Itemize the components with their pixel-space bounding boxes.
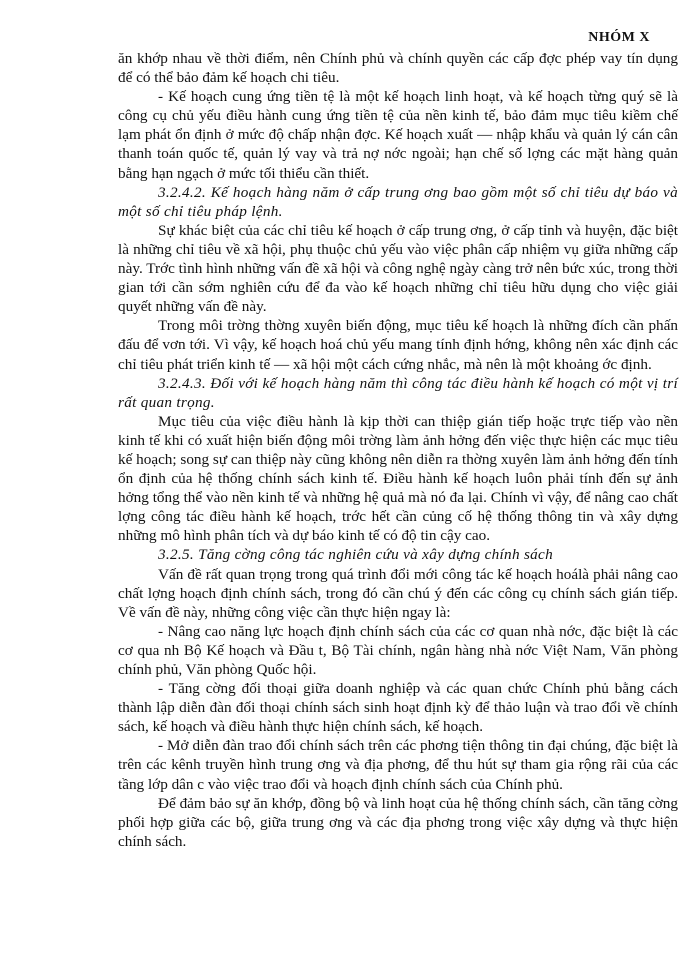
document-body xyxy=(118,49,678,851)
paragraph-business-dialogue: - Tăng cờng đối thoại giữa doanh nghiệp và các quan chức Chính phủ bằng cách thành lập diễn đàn đối thoại chính sách sinh hoạt định kỳ để thảo luận và trao đổi về chính sách, kế hoạch và điều hành thực hiện chính sách, kế hoạch. xyxy=(118,680,678,736)
paragraph-monetary-plan: - Kế hoạch cung ứng tiền tệ là một kế hoạch linh hoạt, và kế hoạch từng quý sẽ là công cụ chủ yếu điều hành cung ứng tiền tệ của nền kinh tế, bảo đảm mục tiêu kiềm chế lạm phát ổn định ở mức độ chấp nhận đợc. Kế hoạch xuất — nhập khẩu và quản lý cán cân thanh toán quốc tế, quản lý vay và trả nợ nớc ngoài; hạn chế số lợng các mặt hàng quản bằng hạn ngạch ở mức tối thiểu cần thiết. xyxy=(118,88,678,182)
paragraph-indicator-differences: Sự khác biệt của các chỉ tiêu kế hoạch ở cấp trung ơng, ở cấp tỉnh và huyện, đặc biệt là những chỉ tiêu về xã hội, phụ thuộc chủ yếu vào việc phân cấp nhiệm vụ giữa những cấp này. Trớc tình hình những vấn đề xã hội và công nghệ ngày càng trở nên bức xúc, trong thời gian tới cần sớm nghiên cứu để đa vào kế hoạch những chỉ tiêu hữu dụng cho việc giải quyết những vấn đề này. xyxy=(118,221,678,316)
paragraph-public-forum: - Mở diễn đàn trao đổi chính sách trên các phơng tiện thông tin đại chúng, đặc biệt là trên các kênh truyền hình trung ơng và địa phơng, để thu hút sự tham gia rộng rãi của các tầng lớp dân c vào việc trao đổi và hoạch định chính sách của Chính phủ. xyxy=(118,737,678,793)
paragraph-continuation: ăn khớp nhau về thời điểm, nên Chính phủ và chính quyền các cấp đợc phép vay tín dụng để có thể bảo đảm kế hoạch chi tiêu. xyxy=(118,50,678,87)
paragraph-coordination: Để đảm bảo sự ăn khớp, đồng bộ và linh hoạt của hệ thống chính sách, cần tăng cờng phối hợp giữa các bộ, giữa trung ơng và các địa phơng trong việc xây dựng và thực hiện chính sách. xyxy=(118,794,678,850)
paragraph-capacity-building: - Nâng cao năng lực hoạch định chính sách của các cơ quan nhà nớc, đặc biệt là các cơ qua nh Bộ Kế hoạch và Đầu t, Bộ Tài chính, ngân hàng nhà nớc Việt Nam, Văn phòng chính phủ, Văn phòng Quốc hội. xyxy=(118,622,678,678)
subheading-3-2-4-2: 3.2.4.2. Kế hoạch hàng năm ở cấp trung ơng bao gồm một số chỉ tiêu dự báo và một số chỉ tiêu pháp lệnh. xyxy=(118,183,678,220)
subheading-3-2-5: 3.2.5. Tăng cờng công tác nghiên cứu và xây dựng chính sách xyxy=(158,546,553,564)
subheading-3-2-4-3: 3.2.4.3. Đối với kế hoạch hàng năm thì công tác điều hành kế hoạch có một vị trí rất quan trọng. xyxy=(118,374,678,411)
paragraph-management-goals: Mục tiêu của việc điều hành là kịp thời can thiệp gián tiếp hoặc trực tiếp vào nền kinh tế khi có xuất hiện biến động môi trờng làm ảnh hởng đến việc thực hiện các mục tiêu kế hoạch; song sự can thiệp này cũng không nên diễn ra thờng xuyên làm ảnh hởng đến tính ổn định của hệ thống chính sách kinh tế. Điều hành kế hoạch luôn phải tính đến sự ảnh hởng tổng thể vào nền kinh tế và những hệ quả mà nó đa lại. Chính vì vậy, để nâng cao chất lợng công tác điều hành kế hoạch, trớc hết cần củng cố hệ thống thông tin và xây dựng những mô hình phân tích và dự báo kinh tế có độ tin cậy cao. xyxy=(118,412,678,545)
paragraph-environment-goals: Trong môi trờng thờng xuyên biến động, mục tiêu kế hoạch là những đích cần phấn đấu để vơn tới. Vì vậy, kế hoạch hoá chủ yếu mang tính định hớng, không nên xác định các chỉ tiêu phát triển kinh tế — xã hội một cách cứng nhắc, mà nên là một khoảng ớc định. xyxy=(118,317,678,373)
page-header-group: NHÓM X xyxy=(588,30,650,45)
paragraph-policy-quality: Vấn đề rất quan trọng trong quá trình đổi mới công tác kế hoạch hoálà phải nâng cao chất lợng hoạch định chính sách, trong đó cần chú ý đến các công cụ chính sách gián tiếp. Về vấn đề này, những công việc cần thực hiện ngay là: xyxy=(118,565,678,621)
